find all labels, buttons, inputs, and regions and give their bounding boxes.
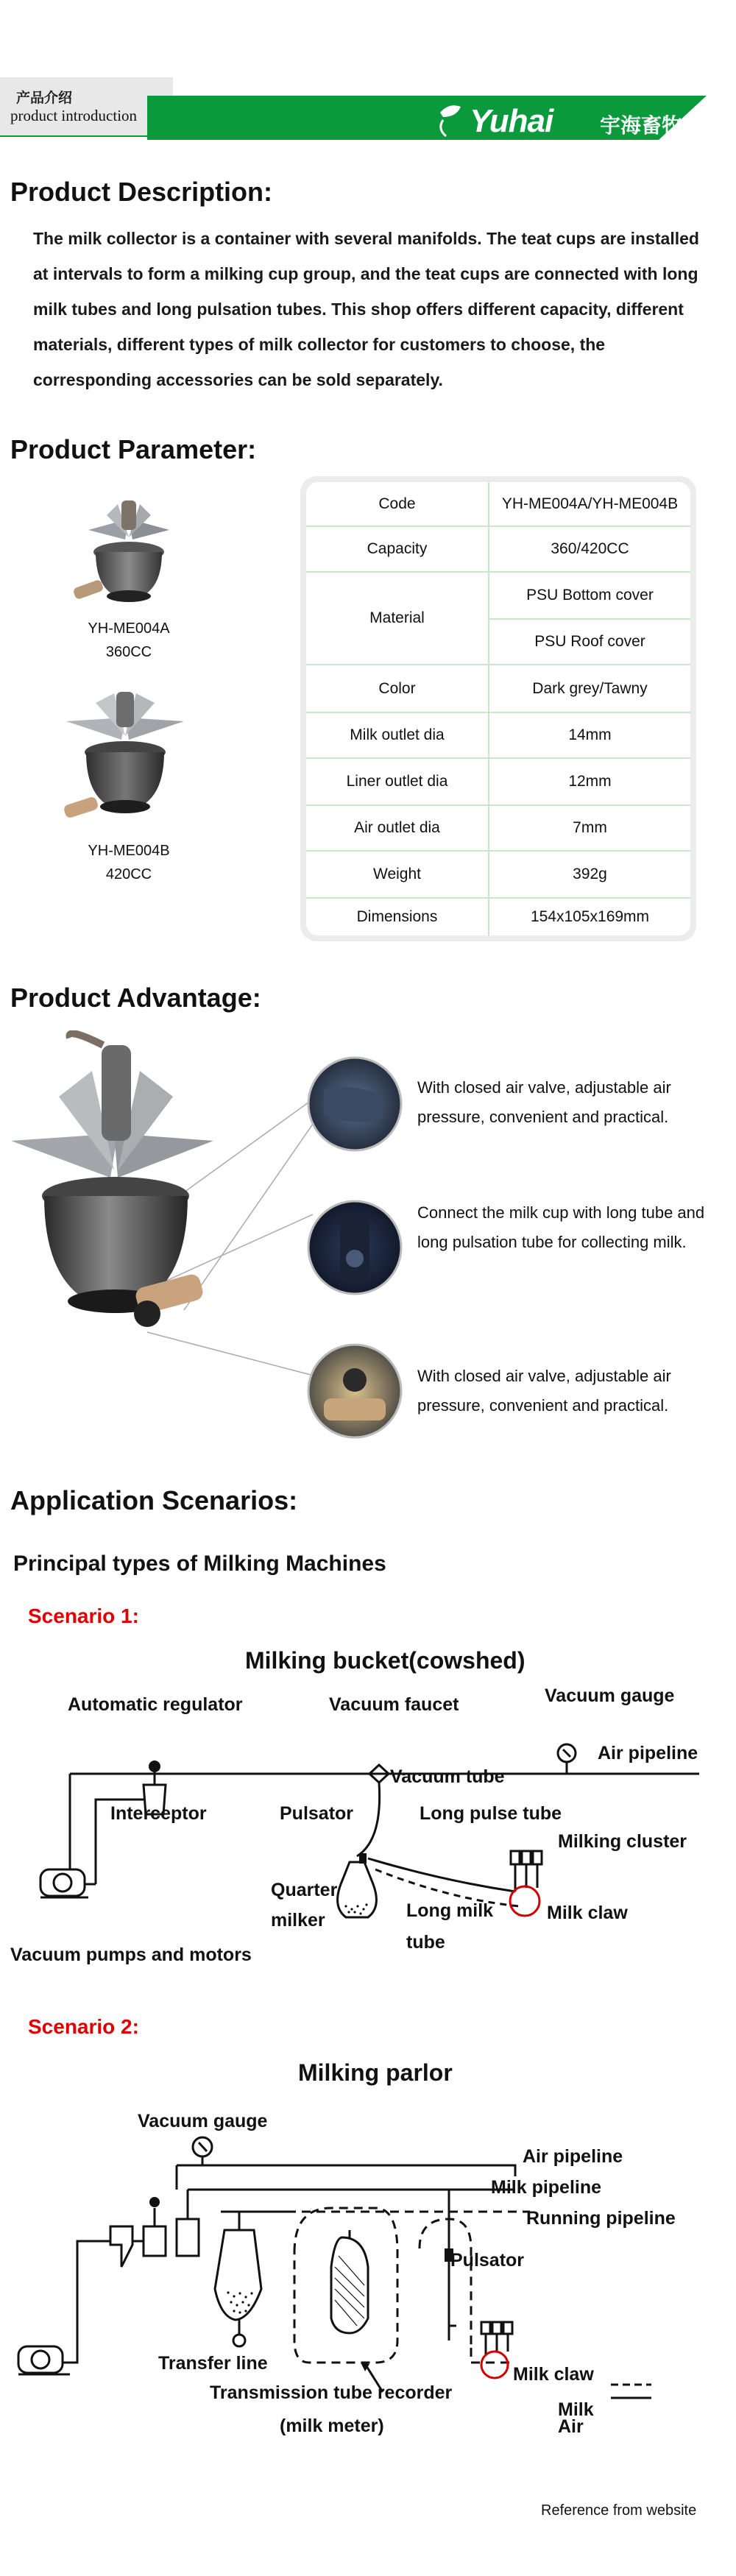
application-subheading: Principal types of Milking Machines	[13, 1551, 386, 1576]
product-b-capacity: 420CC	[105, 866, 152, 882]
s1-faucet-label: Vacuum faucet	[329, 1694, 459, 1715]
s1-regulator-label: Automatic regulator	[68, 1694, 243, 1715]
spec-value: 154x105x169mm	[530, 908, 650, 925]
description-heading: Product Description:	[10, 177, 273, 207]
spec-label: Color	[306, 665, 489, 712]
legend-air-label: Air	[558, 2416, 584, 2437]
advantage-illustration	[0, 1030, 412, 1443]
spec-value: 12mm	[489, 758, 690, 805]
brand-logo-text: Yuhai	[470, 103, 553, 139]
s1-milker-label: milker	[271, 1910, 325, 1931]
s1-air-pipeline-label: Air pipeline	[598, 1743, 698, 1763]
spec-label: Dimensions	[306, 898, 489, 935]
spec-value: 360/420CC	[489, 526, 690, 572]
s2-meter-label: (milk meter)	[280, 2416, 384, 2436]
spec-value: 392g	[489, 851, 690, 898]
spec-value: 7mm	[489, 805, 690, 851]
spec-label: Weight	[306, 851, 489, 898]
spec-label: Air outlet dia	[306, 805, 489, 851]
s2-pulsator-label: Pulsator	[450, 2250, 525, 2271]
spec-value: YH-ME004A/YH-ME004B	[489, 482, 690, 526]
legend-milk-label: Milk	[558, 2399, 594, 2420]
table-row	[306, 572, 690, 619]
reference-note: Reference from website	[541, 2502, 697, 2519]
scenario-2-label: Scenario 2:	[28, 2015, 139, 2038]
description-text: The milk collector is a container with several manifolds. The teat cups are installed at intervals to form a milking cup group, and the teat cups are connected with long milk tubes and long pulsation tubes. This shop offers different capacity, different materials, different types of milk collector for customers to choose, the corresponding accessories can be sold separately.	[33, 229, 699, 389]
s2-gauge-label: Vacuum gauge	[138, 2111, 268, 2131]
s1-milking-cluster-label: Milking cluster	[558, 1831, 687, 1852]
s1-pulsator-label: Pulsator	[280, 1803, 354, 1824]
table-row	[306, 482, 690, 526]
s1-tube-label: tube	[406, 1932, 445, 1953]
s1-long-milk-label: Long milk	[406, 1900, 494, 1921]
spec-value: 14mm	[489, 712, 690, 758]
table-row	[306, 526, 690, 572]
intro-title-cn: 产品介绍	[16, 90, 73, 106]
s1-gauge-label: Vacuum gauge	[545, 1685, 675, 1706]
s1-vacuum-tube-label: Vacuum tube	[390, 1766, 505, 1787]
spec-label: Code	[306, 482, 489, 526]
scenario-1-label: Scenario 1:	[28, 1604, 139, 1627]
table-row	[306, 851, 690, 898]
product-a-model: YH-ME004A	[88, 620, 170, 637]
table-row	[306, 758, 690, 805]
parameter-heading: Product Parameter:	[10, 434, 257, 464]
advantage-text-1: With closed air valve, adjustable air pressure, convenient and practical.	[417, 1078, 671, 1126]
spec-value: Dark grey/Tawny	[489, 665, 690, 712]
s1-pumps-label: Vacuum pumps and motors	[10, 1945, 252, 1965]
scenario-1-title: Milking bucket(cowshed)	[245, 1647, 526, 1674]
s1-long-pulse-tube-label: Long pulse tube	[420, 1803, 562, 1824]
brand-name-cn: 宇海畜牧	[600, 113, 683, 138]
spec-label: Liner outlet dia	[306, 758, 489, 805]
advantage-text-3: With closed air valve, adjustable air pressure, convenient and practical.	[417, 1367, 671, 1415]
spec-label: Milk outlet dia	[306, 712, 489, 758]
s2-running-pipeline-label: Running pipeline	[526, 2208, 676, 2229]
product-b-model: YH-ME004B	[88, 843, 170, 859]
spec-label: Capacity	[306, 526, 489, 572]
advantage-text-2: Connect the milk cup with long tube and long pulsation tube for collecting milk.	[417, 1203, 705, 1251]
table-row	[306, 898, 690, 935]
scenario-2-title: Milking parlor	[298, 2059, 453, 2086]
table-row	[306, 805, 690, 851]
table-row	[306, 665, 690, 712]
spec-value: PSU Bottom cover	[489, 572, 690, 619]
spec-label: Material	[306, 572, 489, 665]
s2-milk-claw-label: Milk claw	[513, 2364, 594, 2385]
s2-transfer-line-label: Transfer line	[158, 2353, 268, 2374]
spec-table	[306, 482, 690, 935]
s2-milk-pipeline-label: Milk pipeline	[491, 2177, 602, 2198]
spec-value: PSU Roof cover	[489, 619, 690, 665]
spec-table-frame	[300, 476, 696, 941]
s1-quarter-label: Quarter	[271, 1880, 338, 1900]
product-a-capacity: 360CC	[105, 644, 152, 660]
advantage-heading: Product Advantage:	[10, 983, 261, 1013]
s2-air-pipeline-label: Air pipeline	[523, 2146, 623, 2167]
s1-milk-claw-label: Milk claw	[547, 1903, 628, 1923]
milk-collector-a-image	[74, 497, 184, 615]
table-row	[306, 712, 690, 758]
milk-collector-b-image	[63, 692, 188, 832]
intro-title-en: product introduction	[10, 107, 138, 124]
s2-recorder-label: Transmission tube recorder	[210, 2382, 453, 2403]
s1-interceptor-label: Interceptor	[110, 1803, 207, 1824]
application-heading: Application Scenarios:	[10, 1485, 298, 1515]
